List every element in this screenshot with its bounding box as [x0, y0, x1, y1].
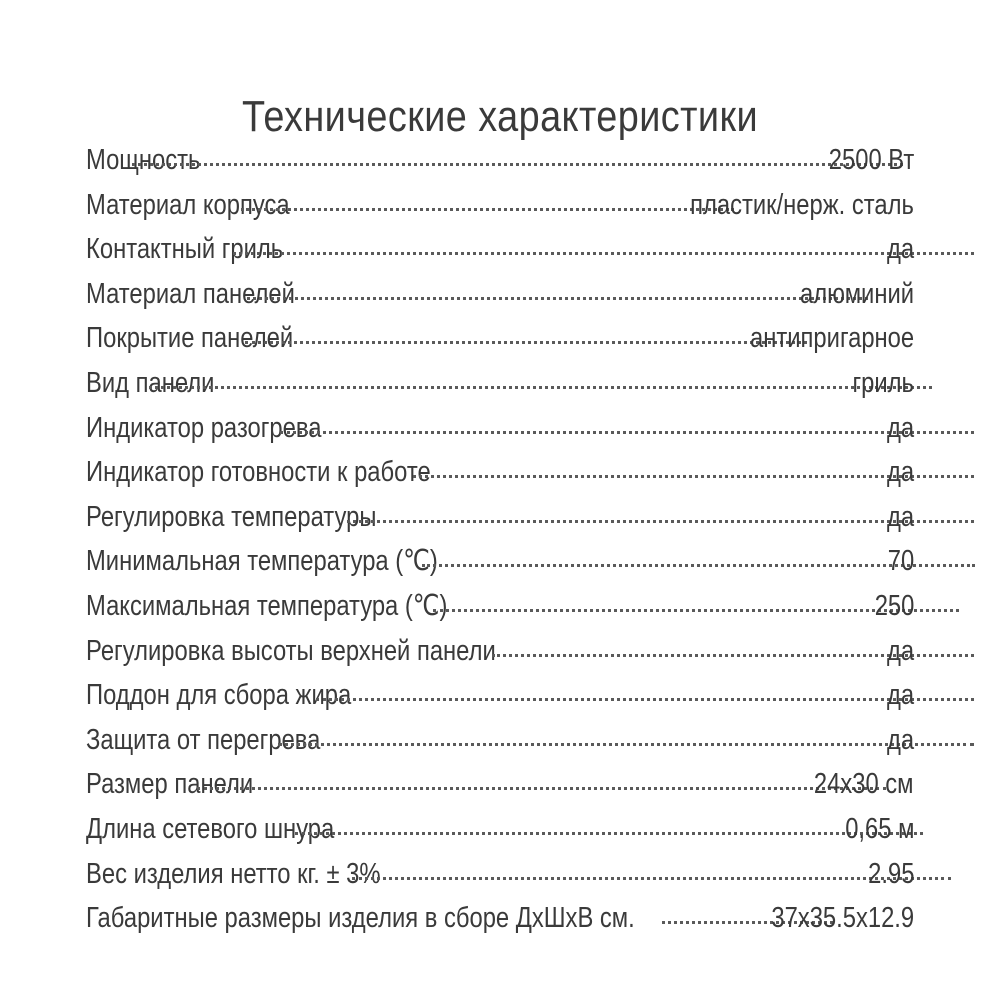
- spec-row-panel-material: [86, 272, 914, 317]
- dot-leader: [295, 829, 923, 835]
- spec-label: Минимальная температура (℃): [86, 545, 438, 578]
- spec-value: 70: [887, 545, 914, 578]
- dot-leader: [132, 160, 903, 166]
- spec-label: Мощность: [86, 144, 201, 176]
- spec-row-panel-coating: [86, 316, 914, 361]
- spec-row-min-temp: [86, 539, 914, 584]
- spec-label: Длина сетевого шнура: [86, 812, 335, 845]
- spec-label: Регулировка высоты верхней панели: [86, 634, 496, 667]
- dot-leader: [280, 428, 975, 434]
- spec-row-heat-indicator: [86, 406, 914, 451]
- spec-row-body-material: [86, 183, 914, 228]
- spec-label: Габаритные размеры изделия в сборе ДхШхВ см.: [86, 902, 635, 935]
- spec-label: Индикатор готовности к работе: [86, 456, 431, 489]
- dot-leader: [247, 294, 868, 300]
- dot-leader: [316, 695, 974, 701]
- dot-leader: [233, 249, 974, 255]
- spec-label: Вид панели: [86, 366, 215, 399]
- spec-row-max-temp: [86, 584, 914, 629]
- dot-leader: [241, 205, 735, 211]
- spec-value: алюминий: [799, 277, 914, 310]
- spec-row-net-weight: [86, 852, 914, 897]
- spec-value: антипригарное: [749, 322, 914, 355]
- spec-row-power: [86, 138, 914, 183]
- spec-list: [86, 138, 914, 941]
- spec-label: Покрытие панелей: [86, 322, 294, 355]
- spec-value: 37x35.5x12.9: [771, 902, 914, 935]
- spec-row-drip-tray: [86, 673, 914, 718]
- spec-row-cord-length: [86, 807, 914, 852]
- spec-row-temp-control: [86, 495, 914, 540]
- spec-value: да: [886, 679, 914, 712]
- spec-value: пластик/нерж. сталь: [690, 188, 914, 221]
- spec-row-contact-grill: [86, 227, 914, 272]
- spec-label: Размер панели: [86, 768, 254, 801]
- spec-label: Контактный гриль: [86, 233, 284, 266]
- spec-value: да: [886, 723, 914, 756]
- spec-value: да: [886, 233, 914, 266]
- dot-leader: [347, 517, 974, 523]
- spec-row-panel-type: [86, 361, 914, 406]
- spec-label: Вес изделия нетто кг. ± 3%: [86, 857, 381, 890]
- spec-row-panel-size: [86, 762, 914, 807]
- spec-row-height-adjust: [86, 629, 914, 674]
- spec-value: да: [886, 634, 914, 667]
- spec-value: да: [886, 500, 914, 533]
- spec-value: да: [886, 411, 914, 444]
- spec-label: Материал панелей: [86, 277, 295, 310]
- spec-value: 2500 Вт: [828, 144, 914, 176]
- spec-label: Защита от перегрева: [86, 723, 321, 756]
- spec-value: да: [886, 456, 914, 489]
- spec-row-dimensions: [86, 896, 914, 941]
- spec-row-ready-indicator: [86, 450, 914, 495]
- spec-label: Материал корпуса: [86, 188, 290, 221]
- dot-leader: [197, 784, 886, 790]
- spec-label: Индикатор разогрева: [86, 411, 322, 444]
- dot-leader: [278, 740, 974, 746]
- spec-value: 2.95: [867, 857, 914, 890]
- spec-value: 24x30 см: [814, 768, 914, 801]
- spec-row-overheat-protection: [86, 718, 914, 763]
- spec-label: Поддон для сбора жира: [86, 679, 352, 712]
- spec-value: гриль: [852, 366, 914, 399]
- dot-leader: [245, 338, 807, 344]
- dot-leader: [352, 874, 951, 880]
- spec-value: 250: [874, 589, 914, 622]
- spec-label: Регулировка температуры: [86, 500, 377, 533]
- spec-value: 0,65 м: [844, 812, 914, 845]
- spec-label: Максимальная температура (℃): [86, 589, 448, 622]
- page-title: Технические характеристики: [241, 92, 759, 142]
- dot-leader: [149, 383, 932, 389]
